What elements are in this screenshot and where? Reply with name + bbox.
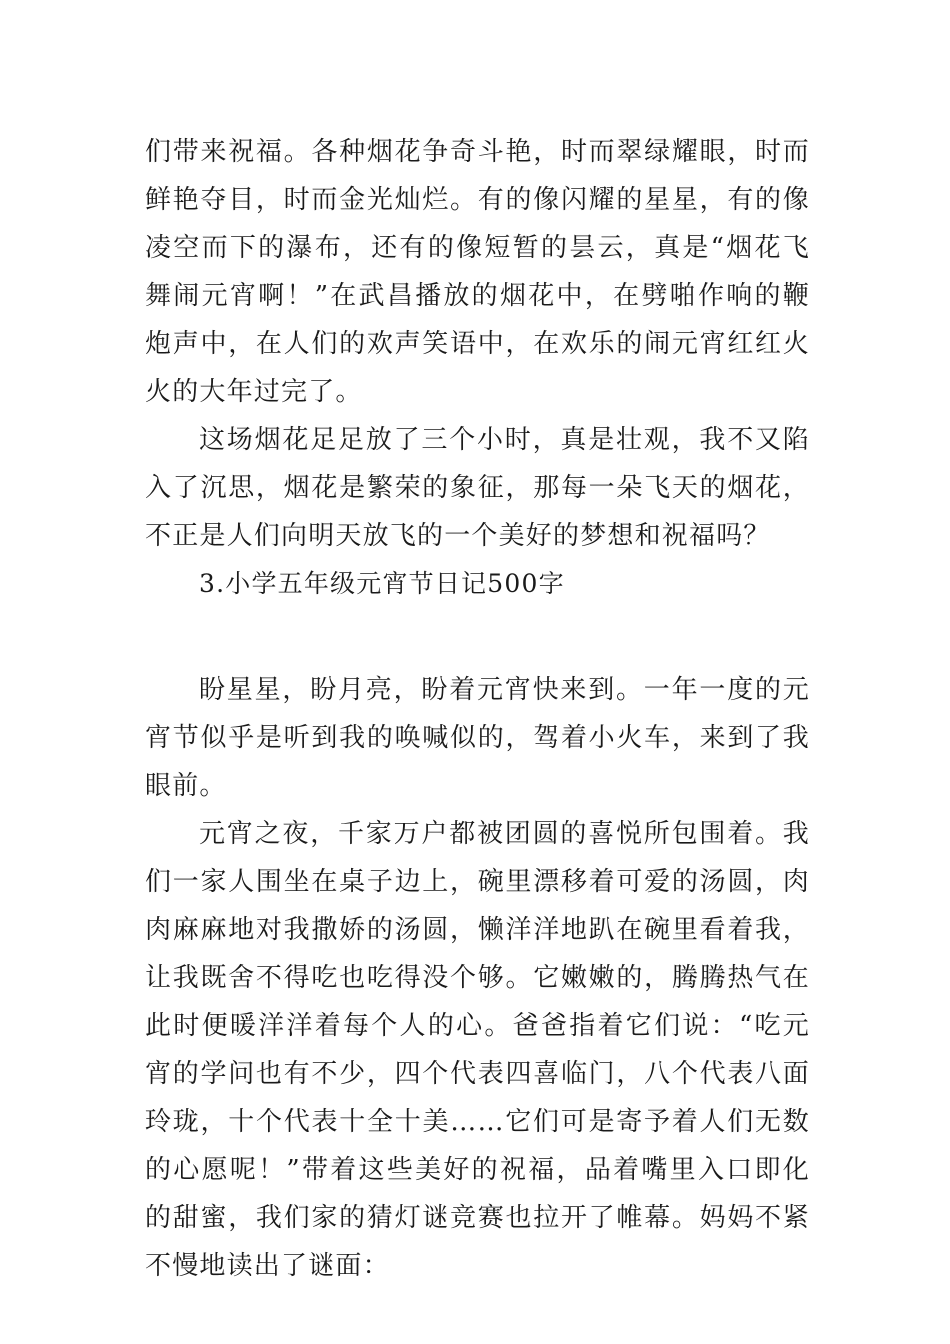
document-body: [145, 128, 810, 1290]
paragraph-fireworks-reflection: 这场烟花足足放了三个小时，真是壮观，我不又陷入了沉思，烟花是繁荣的象征，那每一朵飞天的烟花，不正是人们向明天放飞的一个美好的梦想和祝福吗？: [145, 425, 810, 551]
blank-line: [145, 608, 810, 666]
section-heading: 3.小学五年级元宵节日记500字: [199, 569, 565, 598]
paragraph-fireworks-continuation: 们带来祝福。各种烟花争奇斗艳，时而翠绿耀眼，时而鲜艳夺目，时而金光灿烂。有的像闪耀的星星，有的像凌空而下的瀑布，还有的像短暂的昙云，真是“烟花飞舞闹元宵啊！”在武昌播放的烟花中，在劈啪作响的鞭炮声中，在人们的欢声笑语中，在欢乐的闹元宵红红火火的大年过完了。: [145, 137, 810, 407]
paragraph-lantern-night: 元宵之夜，千家万户都被团圆的喜悦所包围着。我们一家人围坐在桌子边上，碗里漂移着可爱的汤圆，肉肉麻麻地对我撒娇的汤圆，懒洋洋地趴在碗里看着我，让我既舍不得吃也吃得没个够。它嫩嫩的，腾腾热气在此时便暖洋洋着每个人的心。爸爸指着它们说：“吃元宵的学问也有不少，四个代表四喜临门，八个代表八面玲珑，十个代表十全十美……它们可是寄予着人们无数的心愿呢！”带着这些美好的祝福，品着嘴里入口即化的甜蜜，我们家的猜灯谜竞赛也拉开了帷幕。妈妈不紧不慢地读出了谜面：: [145, 819, 810, 1281]
paragraph-lantern-arrival: 盼星星，盼月亮，盼着元宵快来到。一年一度的元宵节似乎是听到我的唤喊似的，驾着小火车，来到了我眼前。: [145, 675, 810, 801]
